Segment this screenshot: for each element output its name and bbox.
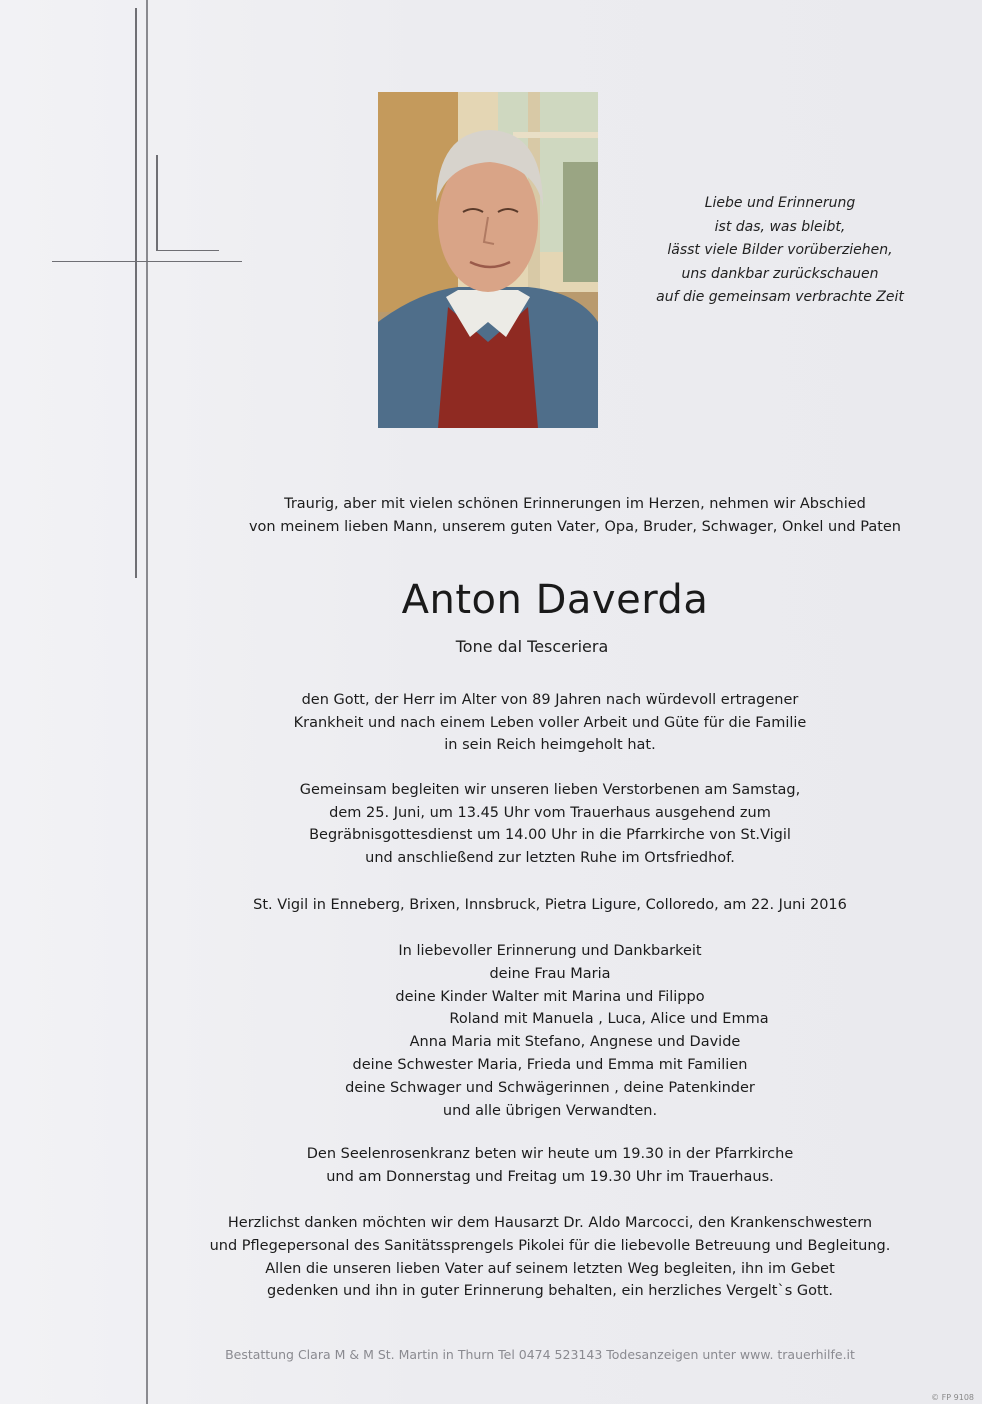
death-notice-paragraph [230,689,870,757]
paragraph-line: Krankheit und nach einem Leben voller Arbeit und Güte für die Familie [293,714,807,731]
intro-text [222,493,928,539]
paragraph-line: dem 25. Juni, um 13.45 Uhr vom Trauerhaus ausgehend zum [329,804,771,821]
family-line: deine Schwager und Schwägerinnen , deine Patenkinder [345,1079,755,1096]
paragraph-line: gedenken und ihn in guter Erinnerung behalten, ein herzliches Vergelt`s Gott. [267,1283,833,1300]
place-date-line: St. Vigil in Enneberg, Brixen, Innsbruck, Pietra Ligure, Colloredo, am 22. Juni 2016 [253,897,847,913]
poem-line: lässt viele Bilder vorüberziehen, [667,242,893,258]
funeral-home-footer: Bestattung Clara M & M St. Martin in Thurn Tel 0474 523143 Todesanzeigen unter www. trauerhilfe.it [225,1347,855,1362]
paragraph-line: Den Seelenrosenkranz beten wir heute um 19.30 in der Pfarrkirche [306,1146,794,1162]
paragraph-line: in sein Reich heimgeholt hat. [444,737,656,753]
thanks-paragraph [140,1212,960,1303]
poem-line: Liebe und Erinnerung [704,195,856,211]
left-border-line [146,0,148,1404]
paragraph-line: und anschließend zur letzten Ruhe im Ortsfriedhof. [365,849,735,866]
deceased-name: Anton Daverda [401,577,709,623]
poem-line: uns dankbar zurückschauen [681,265,879,282]
poem-verse [630,192,930,310]
paragraph-line: Gemeinsam begleiten wir unseren lieben Verstorbenen am Samstag, [299,782,801,798]
family-line: In liebevoller Erinnerung und Dankbarkeit [398,943,702,959]
family-line: Roland mit Manuela , Luca, Alice und Emma [449,1011,769,1028]
paragraph-line: Allen die unseren lieben Vater auf seinem letzten Weg begleiten, ihn im Gebet [265,1260,835,1277]
portrait-photo [378,92,598,428]
family-line: deine Kinder Walter mit Marina und Filippo [395,988,705,1005]
paragraph-line: Begräbnisgottesdienst um 14.00 Uhr in die Pfarrkirche von St.Vigil [309,827,791,843]
paragraph-line: und Pflegepersonal des Sanitätssprengels Pikolei für die liebevolle Betreuung und Begleitung. [209,1237,891,1254]
family-list [230,940,870,1122]
intro-line: von meinem lieben Mann, unserem guten Vater, Opa, Bruder, Schwager, Onkel und Paten [248,519,902,535]
paragraph-line: und am Donnerstag und Freitag um 19.30 Uhr im Trauerhaus. [326,1169,774,1185]
family-line: Anna Maria mit Stefano, Angnese und Davide [409,1034,741,1051]
family-line: deine Schwester Maria, Frieda und Emma mit Familien [352,1056,748,1073]
funeral-details-paragraph [230,779,870,869]
poem-line: auf die gemeinsam verbrachte Zeit [656,289,904,305]
poem-line: ist das, was bleibt, [714,218,846,235]
deceased-nickname: Tone dal Tesceriera [455,637,609,656]
intro-line: Traurig, aber mit vielen schönen Erinnerungen im Herzen, nehmen wir Abschied [284,496,866,512]
family-line: und alle übrigen Verwandten. [442,1102,658,1119]
rosary-paragraph [230,1143,870,1189]
family-line: deine Frau Maria [489,965,611,982]
print-code: © FP 9108 [931,1393,974,1402]
paragraph-line: den Gott, der Herr im Alter von 89 Jahren nach würdevoll ertragener [301,692,799,708]
paragraph-line: Herzlichst danken möchten wir dem Hausarzt Dr. Aldo Marcocci, den Krankenschwestern [227,1215,873,1231]
